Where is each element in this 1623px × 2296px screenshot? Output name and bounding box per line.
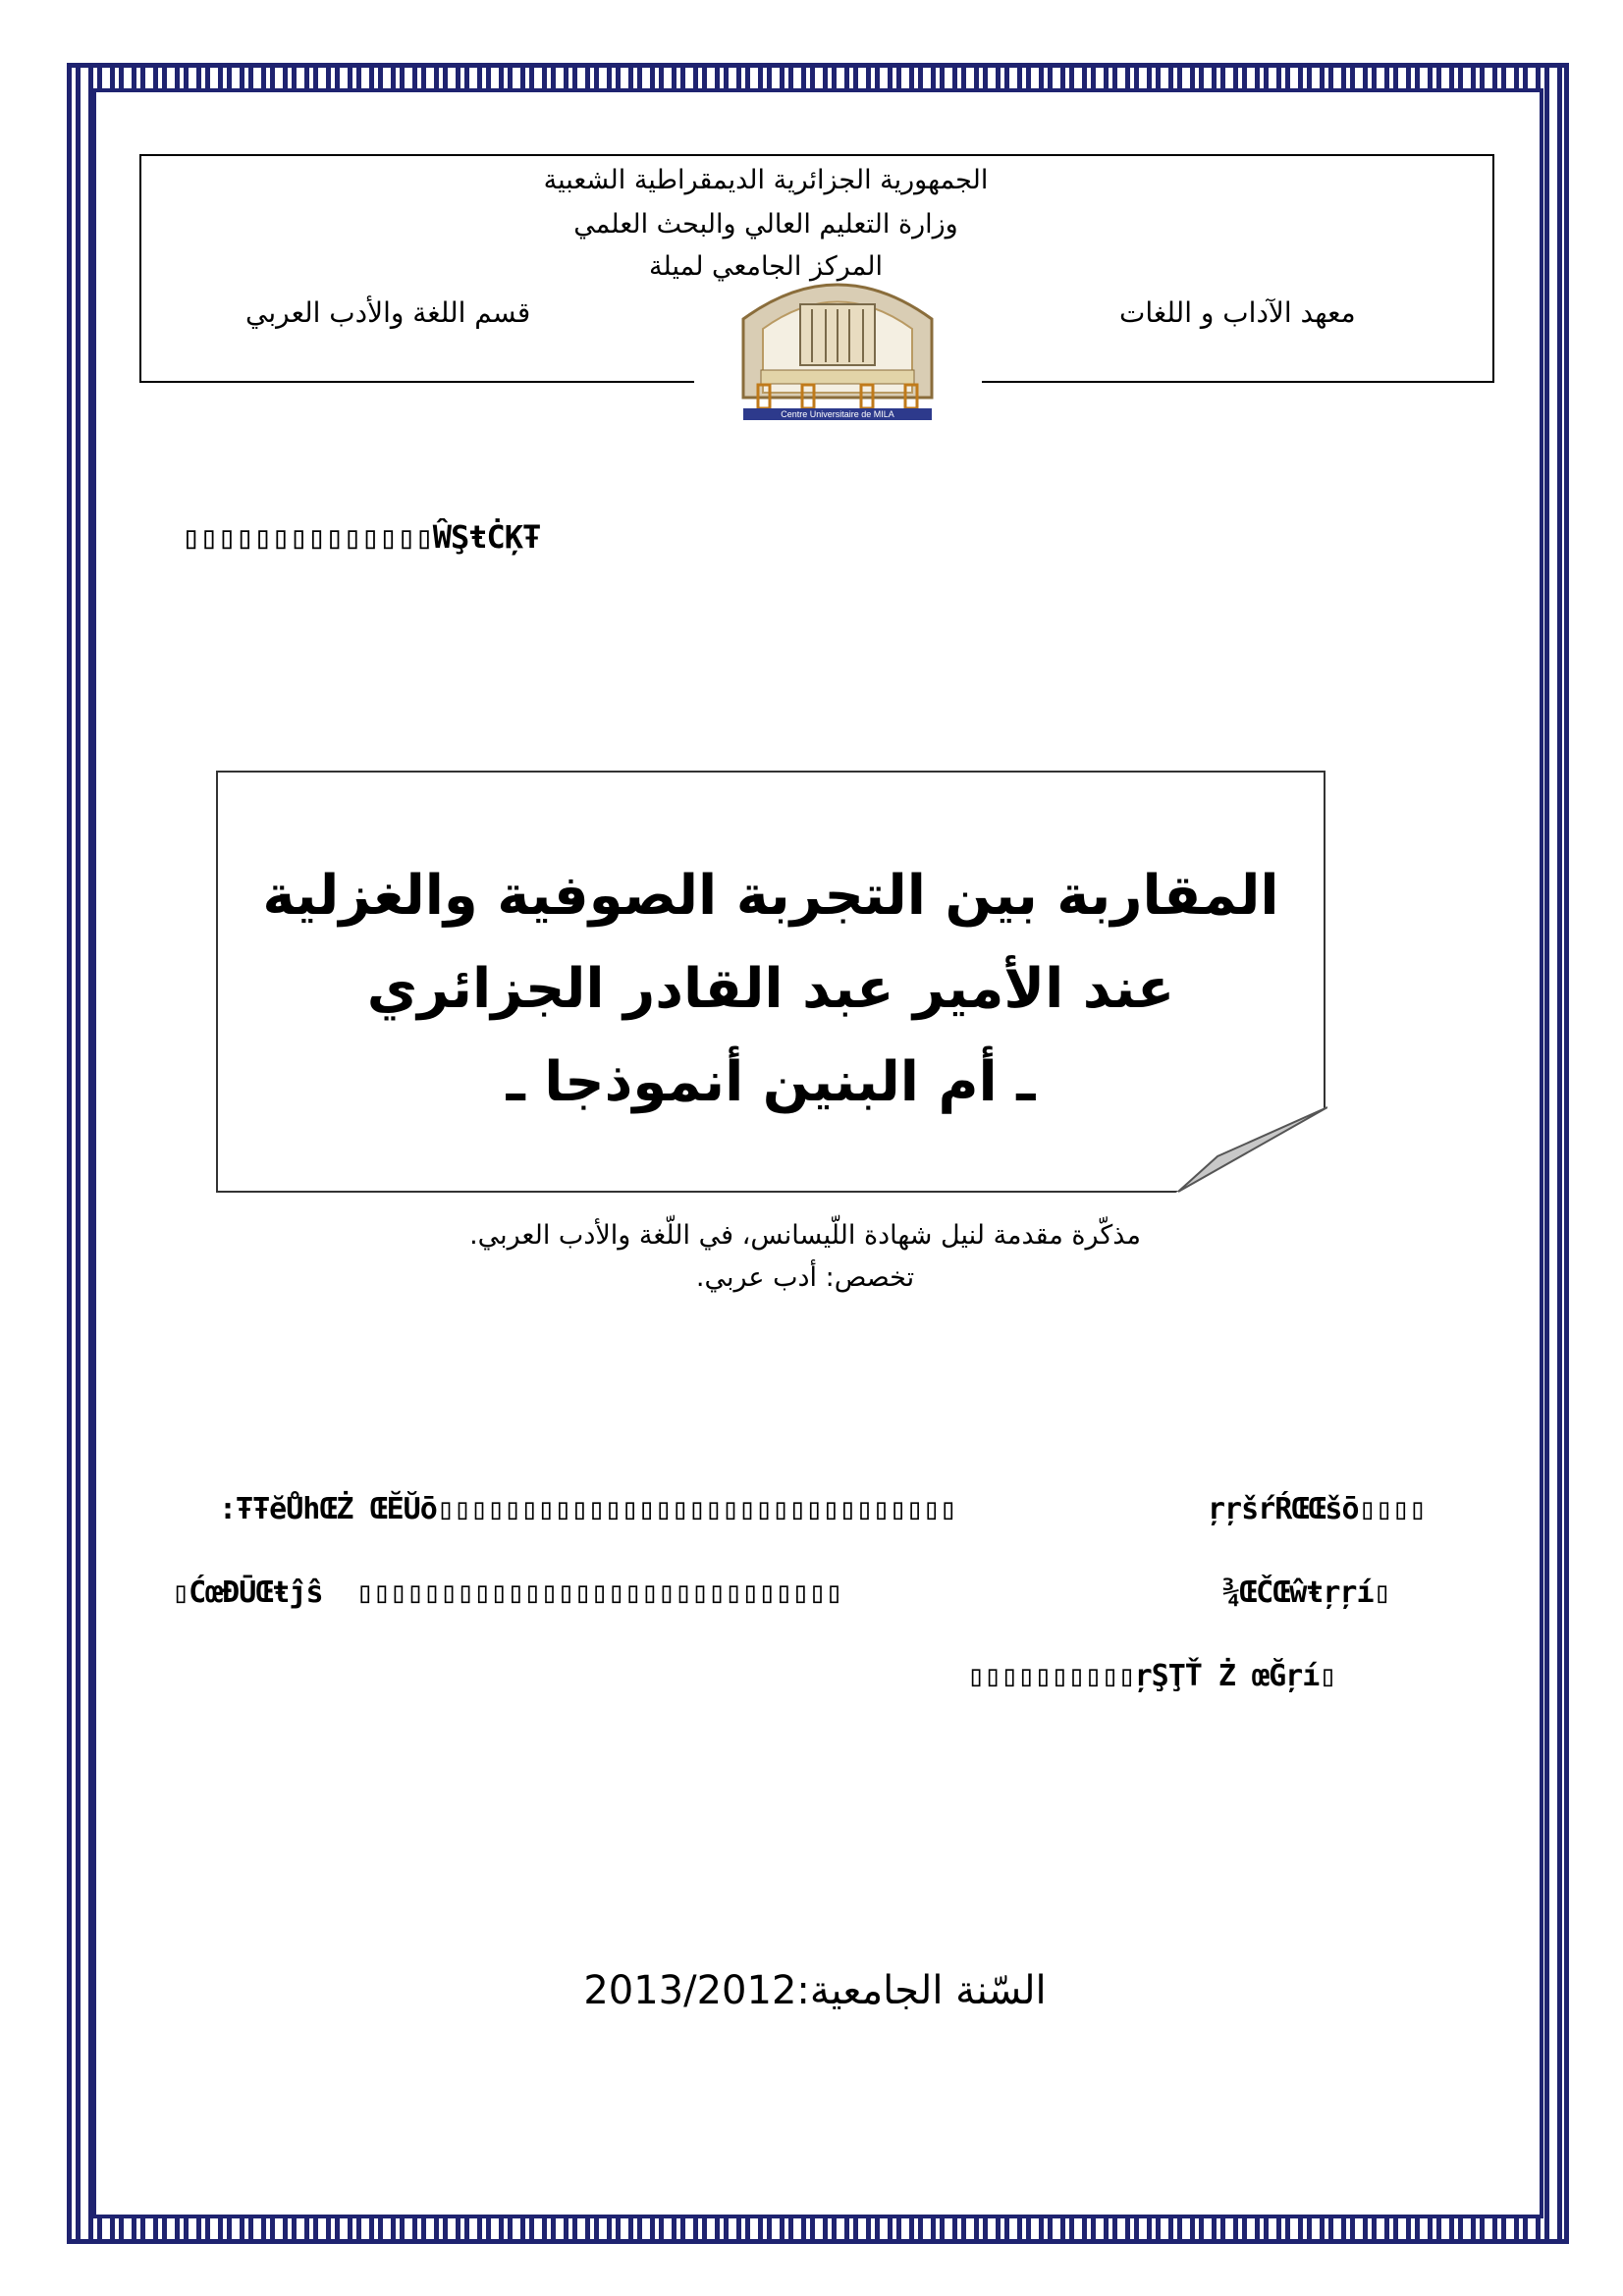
header-ministry: وزارة التعليم العالي والبحث العلمي <box>573 209 958 240</box>
subtitle-specialty: تخصص: أدب عربي. <box>695 1262 915 1293</box>
garbled-text: ¾ŒČŒŵŧŗŗí <box>1222 1575 1374 1610</box>
header-center: المركز الجامعي لميلة <box>649 251 883 282</box>
student-row-left <box>219 1492 956 1526</box>
garbled-text: ŗŗšŕŔŒŒšō <box>1208 1492 1359 1526</box>
header-republic: الجمهورية الجزائرية الديمقراطية الشعبية <box>543 165 989 195</box>
tofu-boxes: ▯ <box>1319 1659 1336 1693</box>
garbled-text: ŴŞŧĊĶŦ <box>432 518 541 556</box>
tofu-boxes: ▯▯▯▯▯▯▯▯▯▯▯▯▯▯▯▯▯▯▯▯▯▯▯▯▯▯▯▯▯▯▯ <box>436 1492 956 1526</box>
garbled-label-top <box>182 518 540 556</box>
header-department: قسم اللغة والأدب العربي <box>245 296 531 329</box>
garbled-text: ĆœĐŪŒŧĵŝ <box>189 1575 323 1610</box>
student-row-right <box>1208 1492 1426 1526</box>
supervisor-row-left <box>172 1575 841 1610</box>
tofu-boxes: ▯ <box>1373 1575 1390 1610</box>
thesis-title-line2: عند الأمير عبد القادر الجزائري <box>366 957 1175 1021</box>
tofu-boxes: ▯ <box>172 1575 189 1610</box>
header-box-bottom-right <box>982 381 1494 383</box>
garbled-text: :ŦŦĕŮhŒŻ ŒĔŬō <box>219 1492 437 1526</box>
header-box-bottom-left <box>139 381 694 383</box>
tofu-boxes: ▯▯▯▯ <box>1358 1492 1426 1526</box>
tofu-boxes: ▯▯▯▯▯▯▯▯▯▯▯▯▯▯▯▯▯▯▯▯▯▯▯▯▯▯▯▯▯ <box>322 1575 842 1610</box>
thesis-title-line1: المقاربة بين التجربة الصوفية والغزلية <box>262 864 1279 928</box>
supervisor-row-right <box>1222 1575 1390 1610</box>
logo-caption: Centre Universitaire de MILA <box>781 409 894 419</box>
header-institute: معهد الآداب و اللغات <box>1119 296 1356 329</box>
third-row-right <box>967 1659 1335 1693</box>
university-logo <box>724 260 951 420</box>
academic-year: السّنة الجامعية:2013/2012 <box>583 1968 1047 2013</box>
tofu-boxes: ▯▯▯▯▯▯▯▯▯▯ <box>967 1659 1135 1693</box>
thesis-title-line3: ـ أم البنين أنموذجا ـ <box>506 1050 1036 1114</box>
subtitle-degree: مذكّرة مقدمة لنيل شهادة اللّيسانس، في اللّغة والأدب العربي. <box>469 1220 1141 1251</box>
garbled-text: ŗŞŢŤ Ż œĞŗí <box>1134 1659 1320 1693</box>
tofu-boxes: ▯▯▯▯▯▯▯▯▯▯▯▯▯▯ <box>182 518 433 556</box>
